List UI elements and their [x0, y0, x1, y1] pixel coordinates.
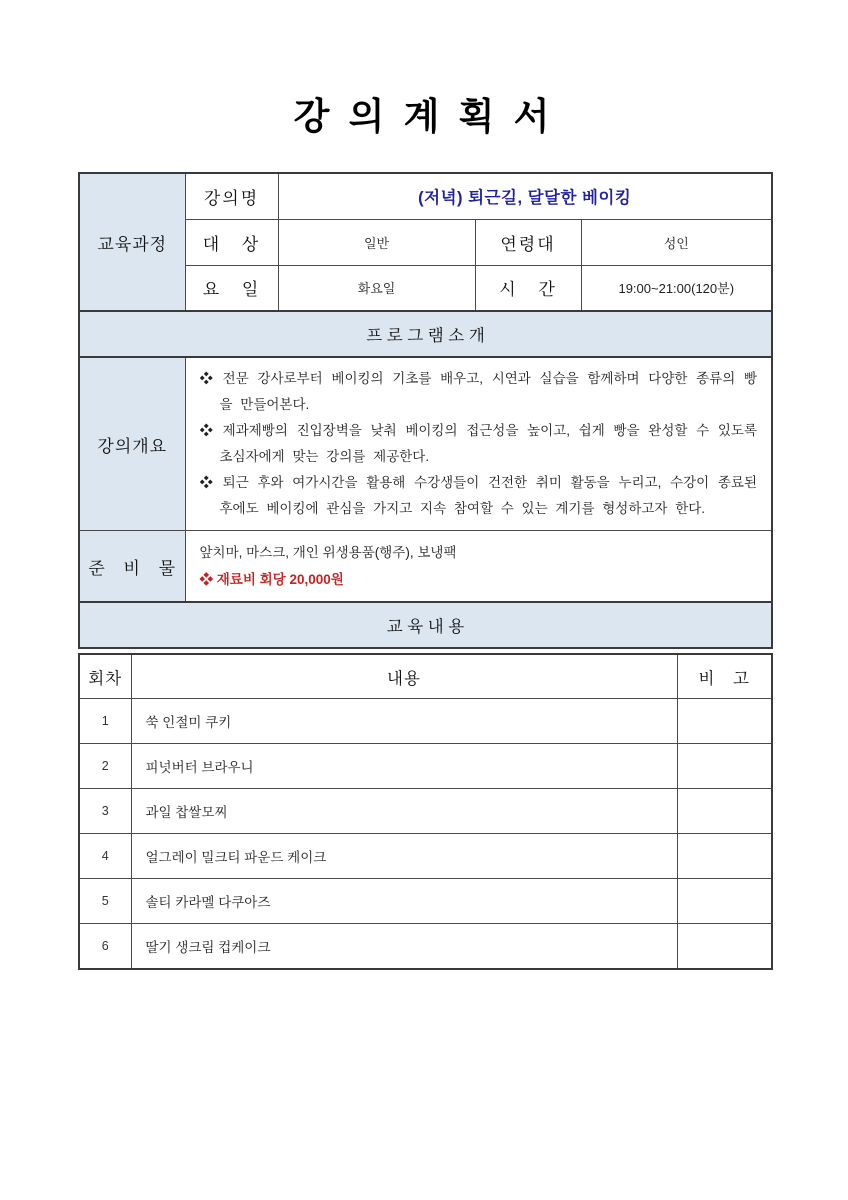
column-header-note: 비 고 [677, 654, 772, 699]
document-title: 강 의 계 획 서 [293, 97, 555, 138]
age-group-value: 성인 [581, 219, 772, 265]
session-number: 4 [79, 834, 131, 879]
table-row [79, 879, 772, 924]
table-row [79, 924, 772, 970]
session-content: 피넛버터 브라우니 [131, 744, 677, 789]
column-header-session: 회차 [79, 654, 131, 699]
session-number: 3 [79, 789, 131, 834]
overview-content [185, 357, 772, 531]
session-number: 5 [79, 879, 131, 924]
materials-fee-note: ❖ 재료비 회당 20,000원 [199, 572, 344, 587]
day-value: 화요일 [278, 265, 475, 311]
session-number: 2 [79, 744, 131, 789]
curriculum-header: 교 육 내 용 [79, 602, 772, 648]
overview-bullet-2: ❖ 제과제빵의 진입장벽을 낮춰 베이킹의 접근성을 높이고, 쉽게 빵을 완성할 수 있도록 초심자에게 맞는 강의를 제공한다. [199, 423, 757, 464]
materials-label: 준 비 물 [79, 531, 185, 603]
program-intro-header: 프 로 그 램 소 개 [79, 311, 772, 357]
column-header-content: 내용 [131, 654, 677, 699]
document-body [78, 172, 771, 970]
overview-bullet-3: ❖ 퇴근 후와 여가시간을 활용해 수강생들이 건전한 취미 활동을 누리고, 수강이 종료된 후에도 베이킹에 관심을 가지고 지속 참여할 수 있는 계기를 형성하고자 한다. [199, 475, 757, 516]
target-value: 일반 [278, 219, 475, 265]
day-label: 요 일 [185, 265, 278, 311]
session-note [677, 924, 772, 970]
session-content: 솔티 카라멜 다쿠아즈 [131, 879, 677, 924]
table-row [79, 744, 772, 789]
session-number: 6 [79, 924, 131, 970]
session-content: 과일 찹쌀모찌 [131, 789, 677, 834]
session-note [677, 699, 772, 744]
table-row [79, 834, 772, 879]
materials-list: 앞치마, 마스크, 개인 위생용품(행주), 보냉팩 [199, 545, 457, 560]
lecture-name-value: (저녁) 퇴근길, 달달한 베이킹 [278, 173, 772, 219]
course-section-label: 교육과정 [79, 173, 185, 311]
session-content: 얼그레이 밀크티 파운드 케이크 [131, 834, 677, 879]
target-label: 대 상 [185, 219, 278, 265]
table-row [79, 789, 772, 834]
session-content: 쑥 인절미 쿠키 [131, 699, 677, 744]
session-note [677, 744, 772, 789]
materials-content [185, 531, 772, 603]
curriculum-table [78, 653, 773, 970]
table-row [79, 699, 772, 744]
course-info-table [78, 172, 773, 649]
time-label: 시 간 [475, 265, 581, 311]
session-note [677, 834, 772, 879]
overview-label: 강의개요 [79, 357, 185, 531]
age-group-label: 연령대 [475, 219, 581, 265]
session-note [677, 879, 772, 924]
overview-bullet-1: ❖ 전문 강사로부터 베이킹의 기초를 배우고, 시연과 실습을 함께하며 다양한 종류의 빵을 만들어본다. [199, 371, 757, 412]
time-value: 19:00~21:00(120분) [581, 265, 772, 311]
lecture-name-label: 강의명 [185, 173, 278, 219]
session-note [677, 789, 772, 834]
session-number: 1 [79, 699, 131, 744]
session-content: 딸기 생크림 컵케이크 [131, 924, 677, 970]
